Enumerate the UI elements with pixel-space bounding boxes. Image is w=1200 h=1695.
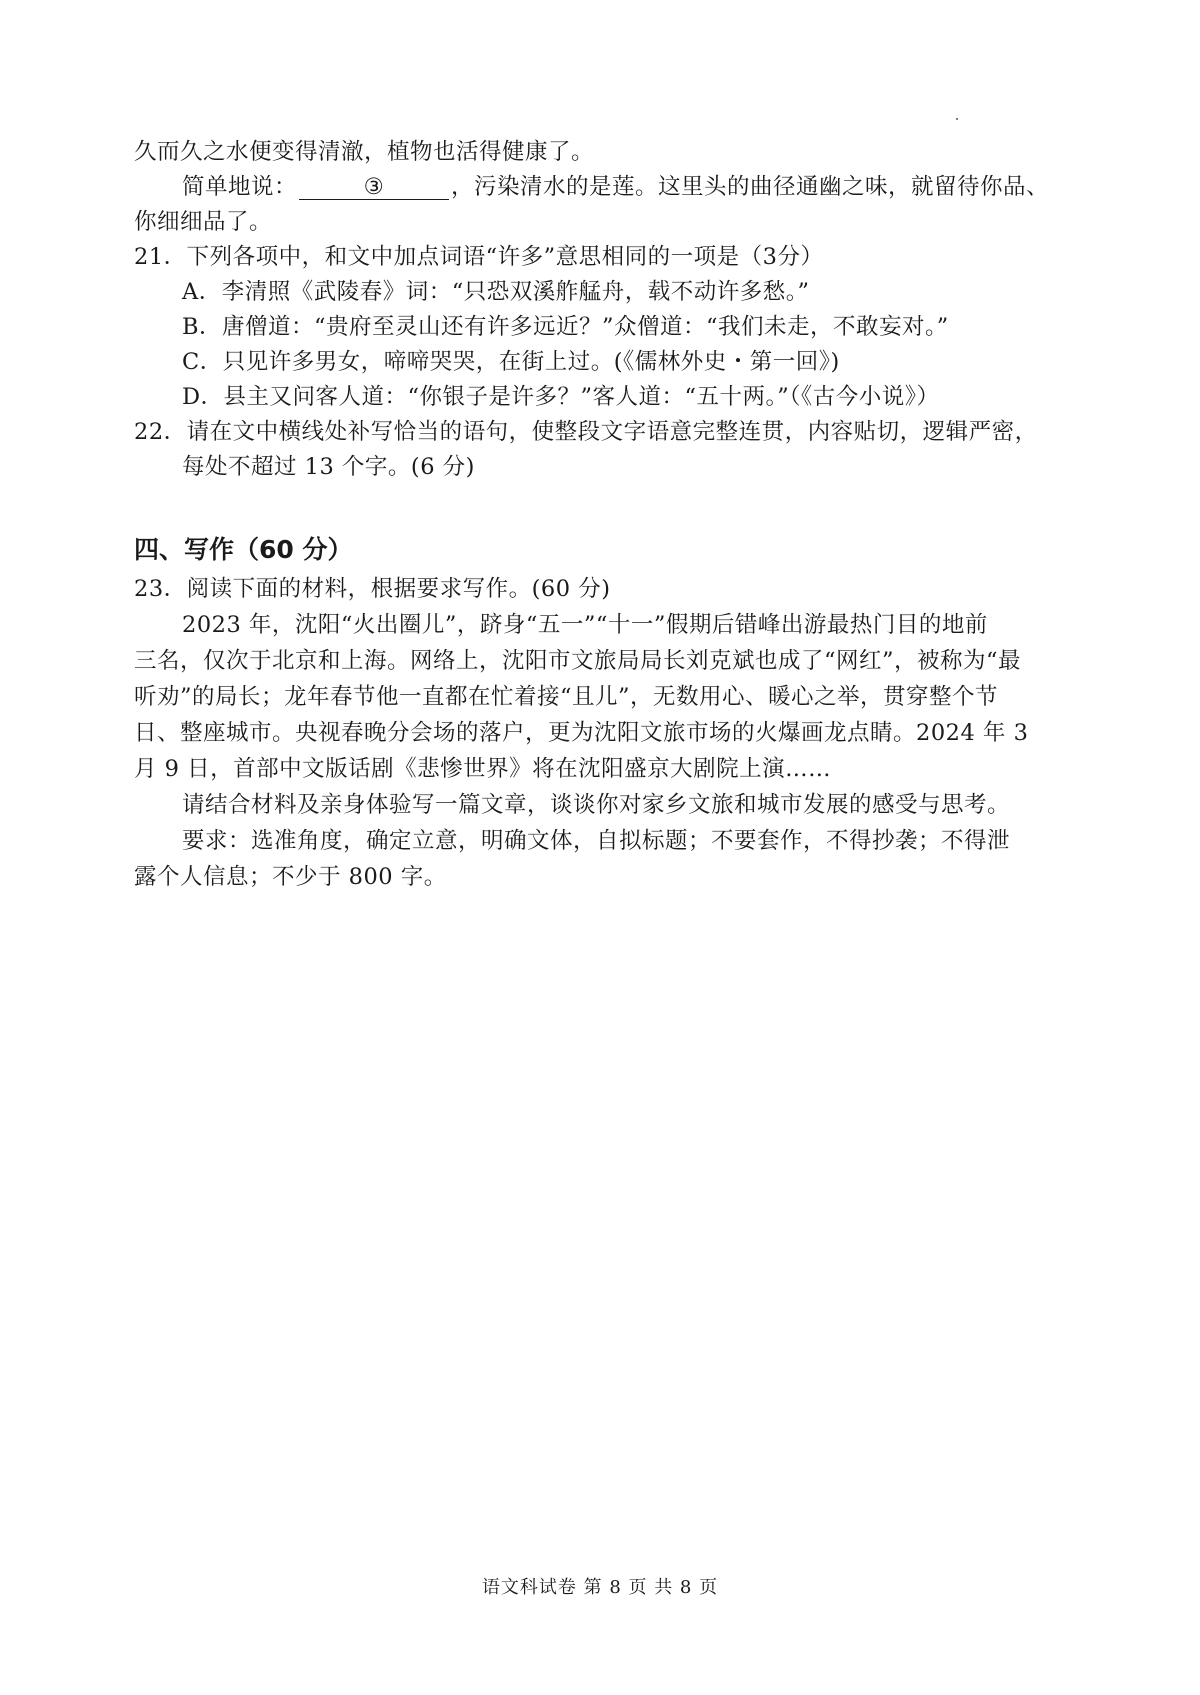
passage-line: 久而久之水便变得清澈，植物也活得健康了。 (134, 139, 595, 165)
passage-text: 简单地说： (182, 174, 298, 200)
page-footer: 语文科试卷 第 8 页 共 8 页 (481, 1577, 719, 1598)
fill-blank-3: ③ (299, 175, 449, 200)
question-22-stem: 22．请在文中横线处补写恰当的语句，使整段文字语意完整连贯，内容贴切，逻辑严密， (134, 419, 1038, 445)
question-21-option-c: C．只见许多男女，啼啼哭哭，在街上过。(《儒林外史・第一回》) (182, 349, 840, 375)
passage-blank-line (182, 172, 1049, 202)
writing-requirements-cont: 露个人信息；不少于 800 字。 (134, 864, 447, 890)
question-22-stem-cont: 每处不超过 13 个字。(6 分) (182, 454, 475, 480)
question-21-option-b: B．唐僧道：“贵府至灵山还有许多远近？”众僧道：“我们未走，不敢妄对。” (182, 314, 949, 340)
scan-dot (956, 118, 958, 120)
passage-text: ，污染清水的是莲。这里头的曲径通幽之味，就留待你品、 (451, 174, 1050, 200)
question-21-option-d: D．县主又问客人道：“你银子是许多？”客人道：“五十两。”（《古今小说》） (182, 384, 940, 410)
passage-line: 你细细品了。 (134, 209, 273, 235)
question-21-stem: 21．下列各项中，和文中加点词语“许多”意思相同的一项是（3分） (134, 244, 824, 270)
material-line: 月 9 日，首部中文版话剧《悲惨世界》将在沈阳盛京大剧院上演…… (134, 756, 832, 782)
question-21-option-a: A．李清照《武陵春》词：“只恐双溪舴艋舟，载不动许多愁。” (182, 279, 810, 305)
material-line: 日、整座城市。央视春晚分会场的落户，更为沈阳文旅市场的火爆画龙点睛。2024 年 3 (134, 720, 1029, 746)
section-title-writing: 四、写作（60 分） (134, 535, 353, 564)
material-line: 三名，仅次于北京和上海。网络上，沈阳市文旅局局长刘克斌也成了“网红”，被称为“最 (134, 648, 1022, 674)
writing-prompt: 请结合材料及亲身体验写一篇文章，谈谈你对家乡文旅和城市发展的感受与思考。 (182, 792, 1011, 818)
writing-requirements: 要求：选准角度，确定立意，明确文体，自拟标题；不要套作，不得抄袭；不得泄 (182, 828, 1011, 854)
question-23-stem: 23．阅读下面的材料，根据要求写作。(60 分) (134, 576, 611, 602)
material-line: 听劝”的局长；龙年春节他一直都在忙着接“且儿”，无数用心、暖心之举，贯穿整个节 (134, 684, 999, 710)
material-line: 2023 年，沈阳“火出圈儿”，跻身“五一”“十一”假期后错峰出游最热门目的地前 (182, 612, 988, 638)
